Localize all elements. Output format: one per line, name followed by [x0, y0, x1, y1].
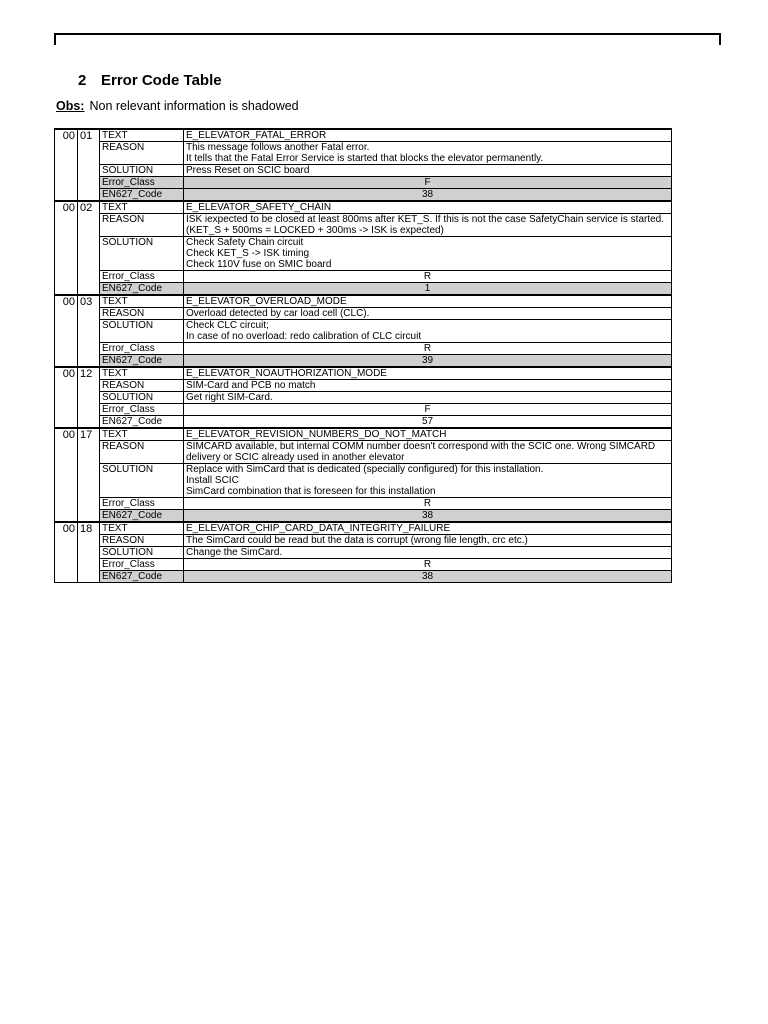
error-row	[55, 547, 672, 559]
error-row	[55, 201, 672, 214]
field-value: 1	[184, 283, 672, 296]
obs-text: Non relevant information is shadowed	[89, 99, 299, 113]
field-value: ISK iexpected to be closed at least 800ms after KET_S. If this is not the case SafetyChain service is started. (KET_S + 500ms = LOCKED + 300ms -> ISK is expected)	[184, 214, 672, 237]
field-label: SOLUTION	[100, 547, 184, 559]
field-value: Change the SimCard.	[184, 547, 672, 559]
section-number: 2	[78, 72, 87, 89]
field-label: Error_Class	[100, 559, 184, 571]
field-label: EN627_Code	[100, 571, 184, 583]
field-label: Error_Class	[100, 177, 184, 189]
field-value: The SimCard could be read but the data is corrupt (wrong file length, crc etc.)	[184, 535, 672, 547]
field-label: SOLUTION	[100, 165, 184, 177]
error-group: 00	[55, 201, 78, 295]
field-value: Overload detected by car load cell (CLC).	[184, 308, 672, 320]
field-label: TEXT	[100, 129, 184, 142]
field-value: SIMCARD available, but internal COMM number doesn't correspond with the SCIC one. Wrong SIMCARD delivery or SCIC already used in another elevator	[184, 441, 672, 464]
field-label: EN627_Code	[100, 355, 184, 368]
error-row	[55, 416, 672, 429]
error-row	[55, 343, 672, 355]
error-code: 17	[78, 428, 100, 522]
error-code-table	[54, 128, 672, 583]
error-row	[55, 428, 672, 441]
field-value: E_ELEVATOR_SAFETY_CHAIN	[184, 201, 672, 214]
field-label: REASON	[100, 380, 184, 392]
error-row	[55, 308, 672, 320]
field-label: SOLUTION	[100, 392, 184, 404]
error-group: 00	[55, 367, 78, 428]
field-value: 38	[184, 189, 672, 202]
error-row	[55, 237, 672, 271]
error-code: 02	[78, 201, 100, 295]
field-label: REASON	[100, 214, 184, 237]
error-row	[55, 355, 672, 368]
field-value: This message follows another Fatal error. It tells that the Fatal Error Service is started that blocks the elevator permanently.	[184, 142, 672, 165]
field-value: F	[184, 177, 672, 189]
error-row	[55, 441, 672, 464]
obs-note	[56, 99, 299, 113]
error-row	[55, 367, 672, 380]
error-code: 01	[78, 129, 100, 201]
error-row	[55, 498, 672, 510]
field-value: F	[184, 404, 672, 416]
field-label: REASON	[100, 441, 184, 464]
error-code: 18	[78, 522, 100, 583]
field-label: SOLUTION	[100, 464, 184, 498]
error-row	[55, 535, 672, 547]
field-value: E_ELEVATOR_FATAL_ERROR	[184, 129, 672, 142]
field-value: E_ELEVATOR_CHIP_CARD_DATA_INTEGRITY_FAILURE	[184, 522, 672, 535]
field-value: Check Safety Chain circuit Check KET_S -> ISK timing Check 110V fuse on SMIC board	[184, 237, 672, 271]
field-label: REASON	[100, 308, 184, 320]
error-row	[55, 214, 672, 237]
field-label: TEXT	[100, 201, 184, 214]
error-row	[55, 464, 672, 498]
field-label: EN627_Code	[100, 189, 184, 202]
field-value: R	[184, 559, 672, 571]
obs-label: Obs:	[56, 99, 85, 113]
error-row	[55, 320, 672, 343]
error-group: 00	[55, 295, 78, 367]
field-label: SOLUTION	[100, 237, 184, 271]
field-value: Press Reset on SCIC board	[184, 165, 672, 177]
error-row	[55, 522, 672, 535]
field-label: EN627_Code	[100, 283, 184, 296]
error-row	[55, 189, 672, 202]
page-header-rule	[54, 33, 721, 45]
error-row	[55, 392, 672, 404]
field-value: 39	[184, 355, 672, 368]
error-row	[55, 129, 672, 142]
error-group: 00	[55, 522, 78, 583]
field-label: EN627_Code	[100, 416, 184, 429]
field-value: R	[184, 498, 672, 510]
field-value: 38	[184, 571, 672, 583]
field-label: TEXT	[100, 295, 184, 308]
error-code: 12	[78, 367, 100, 428]
error-group: 00	[55, 129, 78, 201]
error-row	[55, 283, 672, 296]
field-label: Error_Class	[100, 343, 184, 355]
field-label: Error_Class	[100, 404, 184, 416]
section-title: Error Code Table	[101, 72, 222, 89]
field-label: TEXT	[100, 522, 184, 535]
field-value: E_ELEVATOR_OVERLOAD_MODE	[184, 295, 672, 308]
field-label: Error_Class	[100, 271, 184, 283]
field-value: E_ELEVATOR_REVISION_NUMBERS_DO_NOT_MATCH	[184, 428, 672, 441]
field-value: R	[184, 343, 672, 355]
error-row	[55, 177, 672, 189]
field-label: REASON	[100, 535, 184, 547]
field-label: TEXT	[100, 367, 184, 380]
error-row	[55, 571, 672, 583]
field-label: TEXT	[100, 428, 184, 441]
field-value: R	[184, 271, 672, 283]
field-label: SOLUTION	[100, 320, 184, 343]
section-heading	[78, 72, 222, 89]
field-value: Get right SIM-Card.	[184, 392, 672, 404]
field-value: SIM-Card and PCB no match	[184, 380, 672, 392]
error-row	[55, 165, 672, 177]
field-label: EN627_Code	[100, 510, 184, 523]
error-row	[55, 510, 672, 523]
error-group: 00	[55, 428, 78, 522]
field-value: Check CLC circuit; In case of no overload: redo calibration of CLC circuit	[184, 320, 672, 343]
error-row	[55, 142, 672, 165]
error-code: 03	[78, 295, 100, 367]
error-row	[55, 295, 672, 308]
field-value: 57	[184, 416, 672, 429]
field-value: 38	[184, 510, 672, 523]
field-value: Replace with SimCard that is dedicated (specially configured) for this installation. Install SCIC SimCard combination that is foreseen for this installation	[184, 464, 672, 498]
error-code-table-body	[55, 129, 672, 583]
error-row	[55, 271, 672, 283]
error-row	[55, 559, 672, 571]
field-value: E_ELEVATOR_NOAUTHORIZATION_MODE	[184, 367, 672, 380]
field-label: Error_Class	[100, 498, 184, 510]
field-label: REASON	[100, 142, 184, 165]
error-row	[55, 380, 672, 392]
error-row	[55, 404, 672, 416]
